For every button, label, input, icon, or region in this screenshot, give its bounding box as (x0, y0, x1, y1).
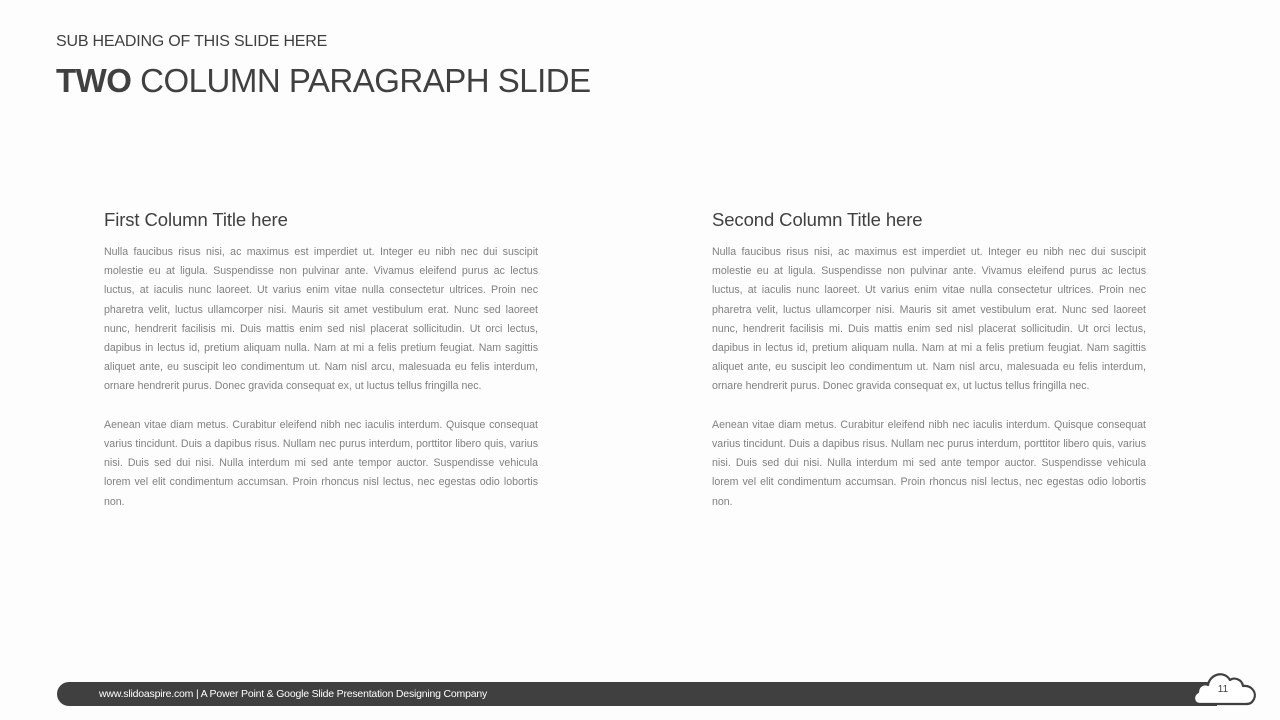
second-column-paragraph-1: Nulla faucibus risus nisi, ac maximus est imperdiet ut. Integer eu nibh nec dui suscipit molestie eu at ligula. Suspendisse non pulvinar ante. Vivamus eleifend purus ac lectus luctus, at iaculis nunc laoreet. Ut varius enim vitae nulla consectetur ultrices. Proin nec pharetra velit, luctus ullamcorper nisi. Mauris sit amet vestibulum erat. Nunc sed laoreet nunc, hendrerit facilisis mi. Duis mattis enim sed nisl placerat sollicitudin. Ut orci lectus, dapibus in lectus id, pretium aliquam nulla. Nam at mi a felis pretium feugiat. Nam sagittis aliquet ante, eu suscipit leo condimentum ut. Nam nisl arcu, malesuada eu felis interdum, ornare hendrerit purus. Donec gravida consequat ex, ut luctus tellus fringilla nec. (712, 246, 1146, 393)
first-column (104, 209, 538, 512)
slide-title-bold: TWO (56, 62, 132, 99)
page-number: 11 (1217, 684, 1229, 695)
footer-text: www.slidoaspire.com | A Power Point & Google Slide Presentation Designing Company (99, 688, 488, 700)
slide-title (56, 62, 591, 100)
slide-title-rest: COLUMN PARAGRAPH SLIDE (131, 62, 591, 99)
first-column-title: First Column Title here (104, 209, 288, 230)
second-column-title: Second Column Title here (712, 209, 923, 230)
first-column-paragraph-2: Aenean vitae diam metus. Curabitur eleifend nibh nec iaculis interdum. Quisque consequat varius tincidunt. Duis a dapibus risus. Nullam nec purus interdum, porttitor libero quis, varius nisi. Duis sed dui nisi. Nulla interdum mi sed ante tempor auctor. Suspendisse vehicula lorem vel elit condimentum accumsan. Proin rhoncus nisl lectus, nec egestas odio lobortis non. (104, 418, 538, 508)
first-column-paragraph-1: Nulla faucibus risus nisi, ac maximus est imperdiet ut. Integer eu nibh nec dui suscipit molestie eu at ligula. Suspendisse non pulvinar ante. Vivamus eleifend purus ac lectus luctus, at iaculis nunc laoreet. Ut varius enim vitae nulla consectetur ultrices. Proin nec pharetra velit, luctus ullamcorper nisi. Mauris sit amet vestibulum erat. Nunc sed laoreet nunc, hendrerit facilisis mi. Duis mattis enim sed nisl placerat sollicitudin. Ut orci lectus, dapibus in lectus id, pretium aliquam nulla. Nam at mi a felis pretium feugiat. Nam sagittis aliquet ante, eu suscipit leo condimentum ut. Nam nisl arcu, malesuada eu felis interdum, ornare hendrerit purus. Donec gravida consequat ex, ut luctus tellus fringilla nec. (104, 246, 538, 393)
second-column-paragraph-2: Aenean vitae diam metus. Curabitur eleifend nibh nec iaculis interdum. Quisque consequat varius tincidunt. Duis a dapibus risus. Nullam nec purus interdum, porttitor libero quis, varius nisi. Duis sed dui nisi. Nulla interdum mi sed ante tempor auctor. Suspendisse vehicula lorem vel elit condimentum accumsan. Proin rhoncus nisl lectus, nec egestas odio lobortis non. (712, 418, 1146, 508)
second-column (712, 209, 1146, 512)
slide-subheading: SUB HEADING OF THIS SLIDE HERE (56, 33, 328, 50)
